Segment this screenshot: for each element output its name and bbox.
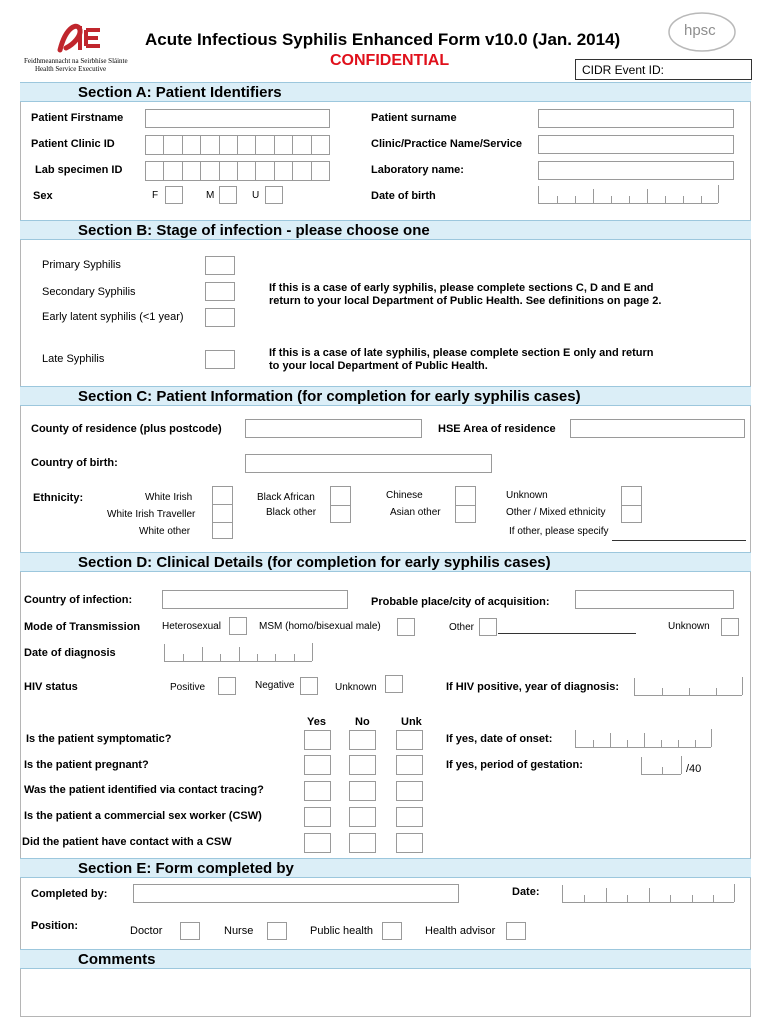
section-b-title: Section B: Stage of infection - please choose one (78, 222, 430, 239)
sex-m-label: M (206, 190, 215, 201)
mode-transmission-label: Mode of Transmission (24, 621, 141, 633)
heterosexual-label: Heterosexual (162, 621, 221, 632)
note-late-line1: If this is a case of late syphilis, please complete section E only and return (269, 347, 654, 359)
hiv-positive-checkbox[interactable] (218, 677, 236, 695)
chinese-label: Chinese (386, 490, 423, 501)
completed-date-input[interactable] (562, 885, 734, 903)
contact-csw-no[interactable] (349, 833, 376, 853)
other-ethnicity-checkboxes[interactable] (621, 486, 642, 523)
sex-f-label: F (152, 190, 159, 201)
doctor-checkbox[interactable] (180, 922, 200, 940)
white-other-label: White other (139, 526, 191, 537)
hiv-status-label: HIV status (24, 681, 78, 693)
contact-csw-yes[interactable] (304, 833, 331, 853)
hse-area-input[interactable] (570, 419, 745, 438)
early-latent-label: Early latent syphilis (<1 year) (42, 311, 184, 323)
white-ethnicity-checkboxes[interactable] (212, 486, 233, 539)
symptomatic-yes[interactable] (304, 730, 331, 750)
probable-place-input[interactable] (575, 590, 734, 609)
country-infection-label: Country of infection: (24, 594, 133, 606)
country-birth-input[interactable] (245, 454, 492, 473)
firstname-label: Patient Firstname (31, 112, 124, 124)
county-residence-input[interactable] (245, 419, 422, 438)
nurse-checkbox[interactable] (267, 922, 287, 940)
lab-specimen-label: Lab specimen ID (35, 164, 123, 176)
section-b-header (20, 220, 751, 240)
clinic-id-label: Patient Clinic ID (31, 138, 115, 150)
yes-header: Yes (307, 716, 326, 728)
white-irish-traveller-label: White Irish Traveller (107, 509, 196, 520)
msm-label: MSM (homo/bisexual male) (259, 621, 381, 632)
county-residence-label: County of residence (plus postcode) (31, 423, 222, 435)
section-d-header (20, 552, 751, 572)
pregnant-no[interactable] (349, 755, 376, 775)
lab-specimen-input[interactable] (145, 161, 330, 181)
contact-tracing-yes[interactable] (304, 781, 331, 801)
firstname-input[interactable] (145, 109, 330, 128)
csw-label: Is the patient a commercial sex worker (CSW) (24, 810, 262, 822)
black-ethnicity-checkboxes[interactable] (330, 486, 351, 523)
comments-area[interactable] (21, 972, 750, 1015)
contact-csw-label: Did the patient have contact with a CSW (22, 836, 232, 848)
frame-bottom (20, 1016, 751, 1017)
pregnant-yes[interactable] (304, 755, 331, 775)
hiv-unknown-label: Unknown (335, 682, 377, 693)
probable-place-label: Probable place/city of acquisition: (371, 596, 550, 608)
ethnicity-label: Ethnicity: (33, 492, 84, 504)
unknown-transmission-label: Unknown (668, 621, 710, 632)
section-e-title: Section E: Form completed by (78, 860, 294, 877)
section-a-header (20, 82, 751, 102)
cidr-event-id-field[interactable] (575, 59, 752, 80)
contact-tracing-label: Was the patient identified via contact tracing? (24, 784, 264, 796)
other-mixed-label: Other / Mixed ethnicity (506, 507, 606, 518)
csw-yes[interactable] (304, 807, 331, 827)
surname-label: Patient surname (371, 112, 457, 124)
nurse-label: Nurse (224, 925, 254, 937)
hiv-negative-checkbox[interactable] (300, 677, 318, 695)
hiv-negative-label: Negative (255, 680, 295, 691)
sex-u-label: U (252, 190, 260, 201)
note-late-line2: to your local Department of Public Health. (269, 360, 488, 372)
secondary-checkbox[interactable] (205, 282, 235, 301)
onset-date-label: If yes, date of onset: (446, 733, 553, 745)
lab-name-label: Laboratory name: (371, 164, 464, 176)
msm-checkbox[interactable] (397, 618, 415, 636)
completed-by-label: Completed by: (31, 888, 108, 900)
asian-ethnicity-checkboxes[interactable] (455, 486, 476, 523)
dob-input[interactable] (538, 186, 718, 204)
hse-area-label: HSE Area of residence (438, 423, 556, 435)
symptomatic-no[interactable] (349, 730, 376, 750)
unknown-transmission-checkbox[interactable] (721, 618, 739, 636)
comments-header (20, 949, 751, 969)
note-early-line2: return to your local Department of Public Health. See definitions on page 2. (269, 295, 662, 307)
clinic-name-label: Clinic/Practice Name/Service (371, 138, 523, 150)
form-title: Acute Infectious Syphilis Enhanced Form v10.0 (Jan. 2014) (145, 30, 621, 49)
late-label: Late Syphilis (42, 353, 105, 365)
unknown-ethnicity-label: Unknown (506, 490, 548, 501)
comments-title: Comments (78, 951, 156, 968)
section-c-header (20, 386, 751, 406)
csw-unk[interactable] (396, 807, 423, 827)
primary-label: Primary Syphilis (42, 259, 121, 271)
date-diagnosis-label: Date of diagnosis (24, 647, 116, 659)
position-label: Position: (31, 920, 79, 932)
sex-label: Sex (33, 190, 53, 202)
csw-no[interactable] (349, 807, 376, 827)
gestation-input[interactable] (641, 757, 681, 775)
hiv-positive-label: Positive (170, 682, 206, 693)
section-c-title: Section C: Patient Information (for completion for early syphilis cases) (78, 388, 581, 405)
symptomatic-label: Is the patient symptomatic? (26, 733, 172, 745)
onset-date-input[interactable] (575, 730, 711, 748)
primary-checkbox[interactable] (205, 256, 235, 275)
date-diagnosis-input[interactable] (164, 644, 312, 662)
public-health-checkbox[interactable] (382, 922, 402, 940)
hse-logo (56, 20, 110, 59)
other-transmission-label: Other (449, 622, 475, 633)
cidr-event-id-label: CIDR Event ID: (582, 63, 665, 77)
symptomatic-unk[interactable] (396, 730, 423, 750)
surname-input[interactable] (538, 109, 734, 128)
heterosexual-checkbox[interactable] (229, 617, 247, 635)
completed-by-input[interactable] (133, 884, 459, 903)
sex-m-checkbox[interactable] (219, 186, 237, 204)
section-d-title: Section D: Clinical Details (for completion for early syphilis cases) (78, 554, 551, 571)
hse-line2: Health Service Executive (35, 65, 107, 73)
white-irish-label: White Irish (145, 492, 193, 503)
hiv-unknown-checkbox[interactable] (385, 675, 403, 693)
black-other-label: Black other (266, 507, 317, 518)
hpsc-logo-text: hpsc (684, 22, 716, 39)
health-advisor-checkbox[interactable] (506, 922, 526, 940)
health-advisor-label: Health advisor (425, 925, 496, 937)
country-birth-label: Country of birth: (31, 457, 118, 469)
hiv-year-label: If HIV positive, year of diagnosis: (446, 681, 619, 693)
if-other-label: If other, please specify (509, 526, 609, 537)
clinic-id-input[interactable] (145, 135, 330, 155)
clinic-name-input[interactable] (538, 135, 734, 154)
other-transmission-specify[interactable] (498, 633, 636, 634)
country-infection-input[interactable] (162, 590, 348, 609)
late-checkbox[interactable] (205, 350, 235, 369)
completed-date-label: Date: (512, 886, 540, 898)
lab-name-input[interactable] (538, 161, 734, 180)
asian-other-label: Asian other (390, 507, 441, 518)
doctor-label: Doctor (130, 925, 163, 937)
hiv-year-input[interactable] (634, 678, 742, 696)
section-a-title: Section A: Patient Identifiers (78, 84, 282, 101)
pregnant-unk[interactable] (396, 755, 423, 775)
contact-csw-unk[interactable] (396, 833, 423, 853)
contact-tracing-no[interactable] (349, 781, 376, 801)
early-latent-checkbox[interactable] (205, 308, 235, 327)
hpsc-logo (666, 10, 738, 54)
public-health-label: Public health (310, 925, 373, 937)
no-header: No (355, 716, 370, 728)
confidential-label: CONFIDENTIAL (330, 52, 450, 69)
sex-f-checkbox[interactable] (165, 186, 183, 204)
if-other-specify-field[interactable] (612, 540, 746, 541)
note-early-line1: If this is a case of early syphilis, please complete sections C, D and E and (269, 282, 654, 294)
other-transmission-checkbox[interactable] (479, 618, 497, 636)
gestation-unit: /40 (686, 763, 702, 775)
dob-label: Date of birth (371, 190, 436, 202)
pregnant-label: Is the patient pregnant? (24, 759, 149, 771)
gestation-label: If yes, period of gestation: (446, 759, 583, 771)
black-african-label: Black African (257, 492, 315, 503)
secondary-label: Secondary Syphilis (42, 286, 136, 298)
contact-tracing-unk[interactable] (396, 781, 423, 801)
section-e-header (20, 858, 751, 878)
unk-header: Unk (401, 716, 422, 728)
hse-line1: Feidhmeannacht na Seirbhíse Sláinte (24, 57, 128, 65)
sex-u-checkbox[interactable] (265, 186, 283, 204)
